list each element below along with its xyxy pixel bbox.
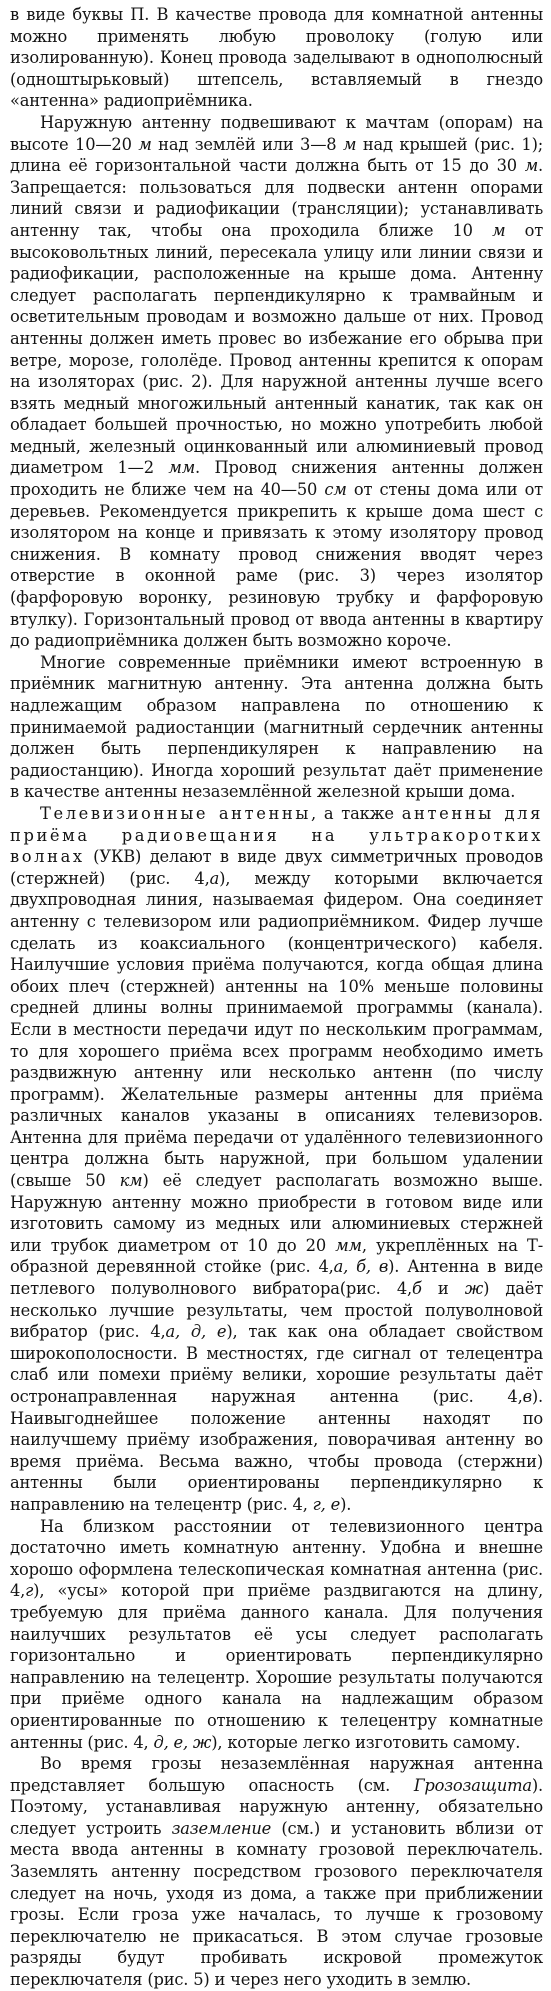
italic-run: заземление <box>171 1818 272 1838</box>
italic-run: г, е <box>312 1494 341 1514</box>
text-run: ), между которыми включается двухпроводная линия, называемая фидером. Она соединяет антенну с телевизором или радиоприёмником. Фидер лучше сделать из коаксиального (концентрического) кабеля. Наилучшие условия приёма получаются, когда общая длина обоих плеч (стержней) антенны на 10% меньше половины средней длины волны принимаемой программы (канала). Если в местности передачи идут по нескольким программам, то для хорошего приёма всех программ необходимо иметь раздвижную антенну или несколько антенн (по числу программ). Желательные размеры антенны для приёма различных каналов указаны в описаниях телевизоров. Антенна для приёма передачи от удалённого телевизионного центра должна быть наружной, при большом удалении (свыше 50 <box>10 868 543 1191</box>
text-run: Во время грозы незаземлённая наружная антенна представляет большую опасность (см. <box>10 1754 543 1795</box>
italic-run: б <box>411 1279 422 1299</box>
text-run: ). Антенна в виде петлевого полуволнового вибратора(рис. 4, <box>10 1257 544 1299</box>
italic-run: м <box>138 134 152 154</box>
italic-run: мм <box>168 458 196 478</box>
text-run: (УКВ) делают в виде двух симметричных проводов (стержней) (рис. 4, <box>10 847 543 888</box>
text-run: Наружную антенну подвешивают к мачтам (опорам) на высоте 10—20 <box>10 112 543 154</box>
text-run: от высоковольтных линий, пересекала улицу или линии связи и радиофикации, расположенные на крыше дома. Антенну следует располагать перпендикулярно к трамвайным и осветительным проводам и возможно дальше от них. Провод антенны должен иметь провес во избежание его обрыва при ветре, морозе, гололёде. Провод антенны крепится к опорам на изоляторах (рис. 2). Для наружной антенны лучше всего взять медный многожильный антенный канатик, так как он обладает большей прочностью, но можно употребить любой медный, железный оцинкованный или алюминиевый провод диаметром 1—2 <box>10 220 543 478</box>
text-run: . Провод снижения антенны должен проходить не ближе чем на 40—50 <box>10 458 544 500</box>
italic-run: ж <box>464 1279 484 1299</box>
text-run: над крышей (рис. 1); длина её горизонтальной части должна быть от 15 до 30 <box>10 134 544 176</box>
italic-run: г <box>25 1581 34 1601</box>
paragraph-thunderstorm <box>10 1753 543 1991</box>
italic-run: м <box>524 156 539 176</box>
text-run: (см.) и установить вблизи от места ввода антенны в комнату грозовой переключатель. Заземлять антенну посредством грозового переключателя следует на ночь, уходя из дома, а также при приближении грозы. Если гроза уже началась, то лучше к грозовому переключателю не прикасаться. В этом случае грозовые разряды будут пробивать искровой промежуток переключателя (рис. 5) и через него уходить в землю. <box>10 1818 543 1990</box>
text-run: ) даёт несколько лучшие результаты, чем простой полуволновой вибратор (рис. 4, <box>10 1279 544 1342</box>
italic-run: мм <box>335 1235 362 1255</box>
text-run: в виде буквы П. В качестве провода для комнатной антенны можно применять любую проволоку (голую или изолированную). Конец провода заделывают в однополюсный (одноштырьковый) штепсель, вставляемый в гнездо «антенна» радиоприёмника. <box>10 5 543 111</box>
text-run: ). Наивыгоднейшее положение антенны находят по наилучшему приёму изображения, поворачивая антенну во время приёма. Весьма важно, чтобы провода (стержни) антенны были ориентированы перпендикулярно к направлению на телецентр (рис. 4, <box>10 1387 543 1514</box>
text-run: ), так как она обладает свойством широкополосности. В местностях, где сигнал от телецентра слаб или помехи приёму велики, хорошие результаты даёт остронаправленная наружная антенна (рис. 4, <box>10 1322 543 1406</box>
italic-run: м <box>492 220 506 240</box>
text-run: ). Поэтому, устанавливая наружную антенну, обязательно следует устроить <box>10 1775 543 1838</box>
paragraph-tv-antennas <box>10 803 543 1516</box>
italic-run: км <box>119 1171 143 1191</box>
text-run: над землёй или 3—8 <box>151 134 344 154</box>
text-run: . Запрещается: пользоваться для подвески антенн опорами линий связи и радиофикации (трансляции); устанавливать антенну так, чтобы она проходила ближе 10 <box>10 156 543 240</box>
text-run: На близком расстоянии от телевизионного центра достаточно иметь комнатную антенну. Удобна и внешне хорошо оформлена телескопическая комнатная антенна (рис. 4, <box>10 1516 543 1601</box>
italic-run: а, б, в <box>333 1257 389 1277</box>
text-run: ) её следует располагать возможно выше. Наружную антенну можно приобрести в готовом виде или изготовить самому из медных или алюминиевых стержней или трубок диаметром от 10 до 20 <box>10 1171 543 1255</box>
text-run: от стены дома или от деревьев. Рекомендуется прикрепить к крыше дома шест с изолятором на конце и привязать к этому изолятору провод снижения. В комнату провод снижения вводят через отверстие в оконной раме (рис. 3) через изолятор (фарфоровую воронку, резиновую трубку и фарфоровую втулку). Горизонтальный провод от ввода антенны в квартиру до радиоприёмника должен быть возможно короче. <box>10 480 543 651</box>
text-run: ). <box>340 1494 352 1514</box>
italic-run: а, д, е <box>165 1322 227 1342</box>
text-run: , укреплённых на Т-образной деревянной стойке (рис. 4, <box>10 1235 543 1277</box>
italic-run: а <box>209 868 220 888</box>
italic-run: д, е, ж <box>153 1732 212 1752</box>
italic-run: в <box>522 1387 532 1406</box>
text-run: ), «усы» которой при приёме раздвигаются на длину, требуемую для приёма данного канала. Для получения наилучших результатов её усы следует располагать горизонтально и ориентировать перпендикулярно направлению на телецентр. Хорошие результаты получаются при приёме одного канала на надлежащим образом ориентированные по отношению к телецентру комнатные антенны (рис. 4, <box>10 1581 543 1752</box>
paragraph-indoor-antenna-end <box>10 4 543 112</box>
text-run: , а также <box>310 803 402 823</box>
text-run: и <box>421 1279 465 1299</box>
italic-run: см <box>324 480 347 500</box>
paragraph-magnetic-antenna <box>10 652 543 803</box>
spaced-term: антенны для приёма радиовещания на ультракоротких волнах <box>10 803 543 867</box>
italic-run: Грозозащита <box>413 1775 532 1795</box>
italic-run: м <box>343 134 357 154</box>
text-run: ), которые легко изготовить самому. <box>211 1732 521 1752</box>
paragraph-indoor-tv-antenna <box>10 1516 543 1754</box>
text-run: Многие современные приёмники имеют встроенную в приёмник магнитную антенну. Эта антенна должна быть надлежащим образом направлена по отношению к принимаемой радиостанции (магнитный сердечник антенны должен быть перпендикулярен к направлению на радиостанцию). Иногда хороший результат даёт применение в качестве антенны незаземлённой железной крыши дома. <box>10 652 543 802</box>
spaced-term: Телевизионные антенны <box>40 803 311 823</box>
paragraph-outdoor-antenna <box>10 112 543 652</box>
